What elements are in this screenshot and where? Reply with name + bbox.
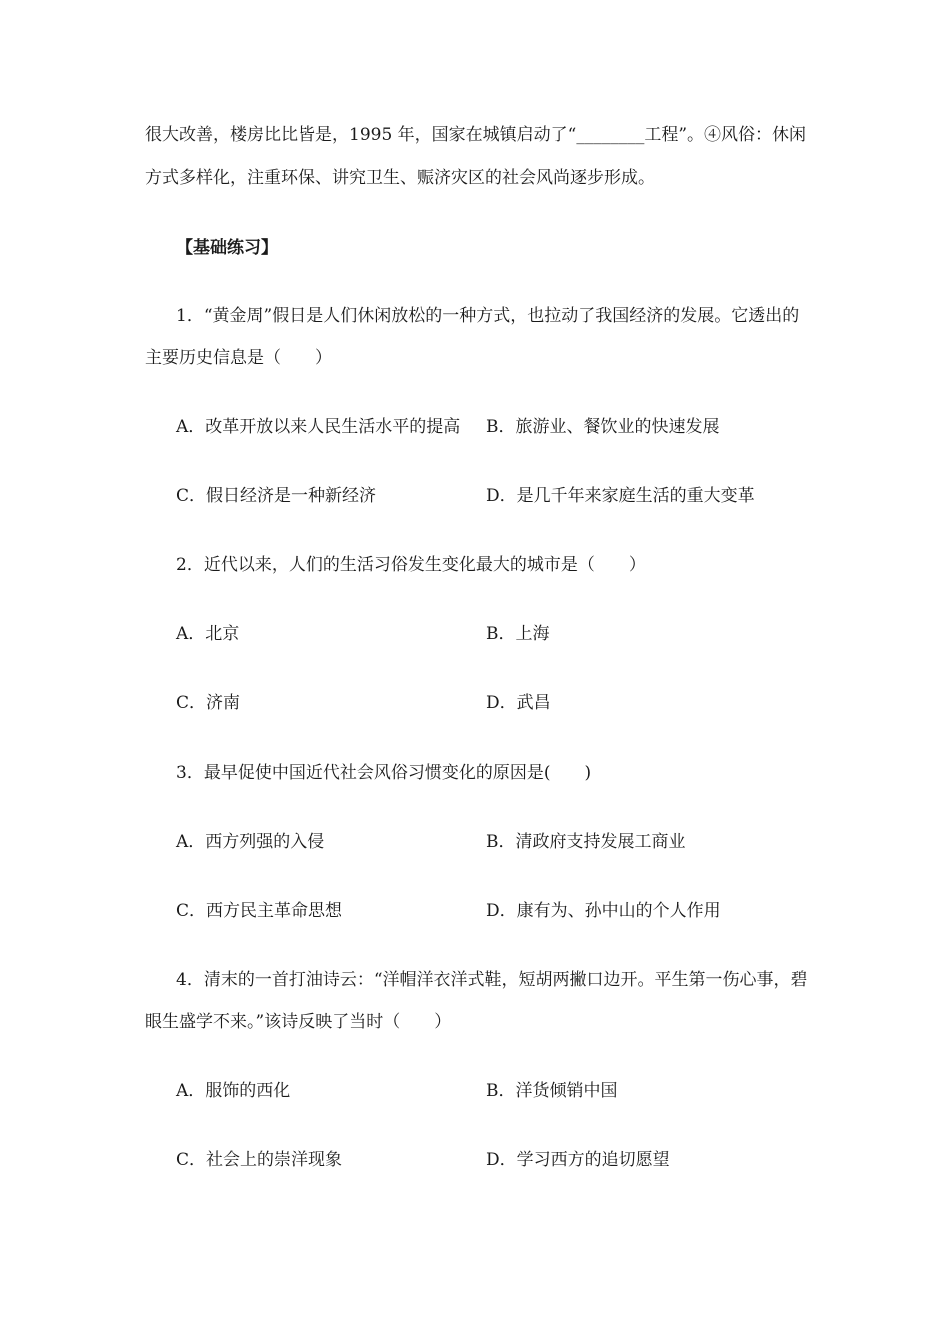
question-2-option-d: D．武昌: [486, 693, 551, 713]
question-4-stem-line-1: 4．清末的一首打油诗云：“洋帽洋衣洋式鞋，短胡两撇口边开。平生第一伤心事，碧: [176, 970, 808, 990]
question-1-stem-line-1: 1．“黄金周”假日是人们休闲放松的一种方式，也拉动了我国经济的发展。它透出的: [176, 306, 800, 326]
question-3-option-d: D．康有为、孙中山的个人作用: [486, 901, 721, 921]
question-2-option-a: A．北京: [176, 624, 240, 644]
question-3-option-a: A．西方列强的入侵: [176, 832, 325, 852]
question-4-option-c: C．社会上的崇洋现象: [176, 1150, 343, 1170]
intro-line-1: 很大改善，楼房比比皆是，1995 年，国家在城镇启动了“________工程”。④风俗：休闲: [145, 125, 807, 145]
question-2-option-c: C．济南: [176, 693, 241, 713]
question-1-option-b: B．旅游业、餐饮业的快速发展: [486, 417, 720, 437]
question-3-option-c: C．西方民主革命思想: [176, 901, 343, 921]
question-1-option-a: A．改革开放以来人民生活水平的提高: [176, 417, 461, 437]
question-3-option-b: B．清政府支持发展工商业: [486, 832, 686, 852]
intro-line-2: 方式多样化，注重环保、讲究卫生、赈济灾区的社会风尚逐步形成。: [145, 168, 655, 188]
question-1-option-c: C．假日经济是一种新经济: [176, 486, 377, 506]
question-3-stem: 3．最早促使中国近代社会风俗习惯变化的原因是( ): [176, 763, 592, 783]
question-4-option-a: A．服饰的西化: [176, 1081, 291, 1101]
question-4-option-b: B．洋货倾销中国: [486, 1081, 618, 1101]
question-4-option-d: D．学习西方的追切愿望: [486, 1150, 670, 1170]
question-1-option-d: D．是几千年来家庭生活的重大变革: [486, 486, 755, 506]
question-4-stem-line-2: 眼生盛学不来。”该诗反映了当时（ ）: [145, 1012, 452, 1032]
section-heading: 【基础练习】: [176, 238, 278, 258]
question-2-stem: 2．近代以来，人们的生活习俗发生变化最大的城市是（ ）: [176, 555, 646, 575]
question-2-option-b: B．上海: [486, 624, 550, 644]
question-1-stem-line-2: 主要历史信息是（ ）: [145, 348, 332, 368]
